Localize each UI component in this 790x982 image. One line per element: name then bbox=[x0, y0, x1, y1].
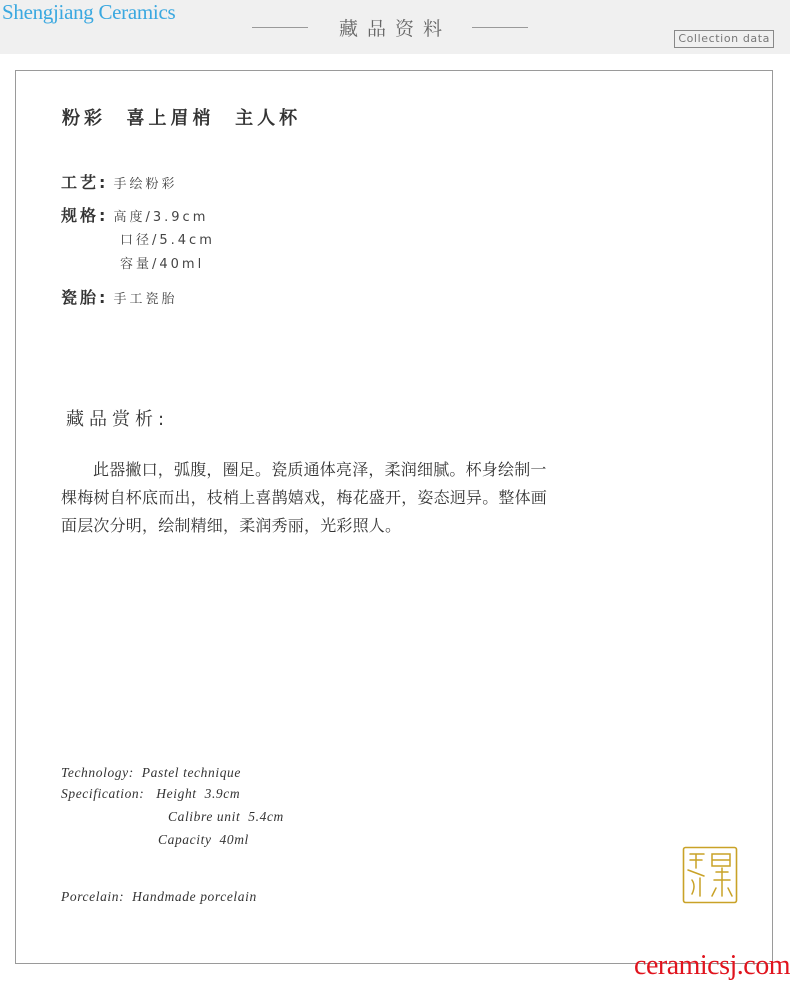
spec-label: 规格: bbox=[61, 206, 109, 225]
craft-row bbox=[61, 170, 178, 193]
en-calibre: Calibre unit 5.4cm bbox=[168, 809, 284, 824]
brand-watermark: Shengjiang Ceramics bbox=[2, 0, 176, 24]
body-value: 手工瓷胎 bbox=[113, 292, 178, 307]
header-bar bbox=[0, 0, 790, 54]
page-title: 藏品资料 bbox=[338, 18, 451, 40]
product-title: 粉彩 喜上眉梢 主人杯 bbox=[62, 108, 302, 129]
title-divider-right bbox=[472, 27, 528, 28]
footer-watermark: ceramicsj.com bbox=[634, 950, 790, 981]
spec-capacity: 容量/40ml bbox=[120, 257, 205, 272]
body-label: 瓷胎: bbox=[61, 288, 109, 307]
en-specification: Specification: Height 3.9cm bbox=[61, 786, 241, 801]
spec-calibre: 口径/5.4cm bbox=[120, 233, 215, 248]
craft-value: 手绘粉彩 bbox=[113, 177, 178, 192]
analysis-text: 此器撇口，弧腹，圈足。瓷质通体亮泽，柔润细腻。杯身绘制一棵梅树自杯底而出，枝梢上喜鹊嬉戏，梅花盛开，姿态迥异。整体画面层次分明，绘制精细，柔润秀丽，光彩照人。 bbox=[61, 460, 548, 535]
en-porcelain: Porcelain: Handmade porcelain bbox=[61, 889, 257, 904]
craft-label: 工艺: bbox=[61, 173, 109, 192]
spec-height: 高度/3.9cm bbox=[113, 210, 209, 225]
collection-data-badge: Collection data bbox=[674, 30, 774, 48]
body-row bbox=[61, 285, 178, 308]
seal-stamp-icon bbox=[682, 846, 738, 904]
analysis-heading: 藏品赏析: bbox=[66, 409, 170, 430]
en-capacity: Capacity 40ml bbox=[158, 832, 249, 847]
spec-row bbox=[61, 203, 208, 226]
en-technology: Technology: Pastel technique bbox=[61, 765, 241, 780]
